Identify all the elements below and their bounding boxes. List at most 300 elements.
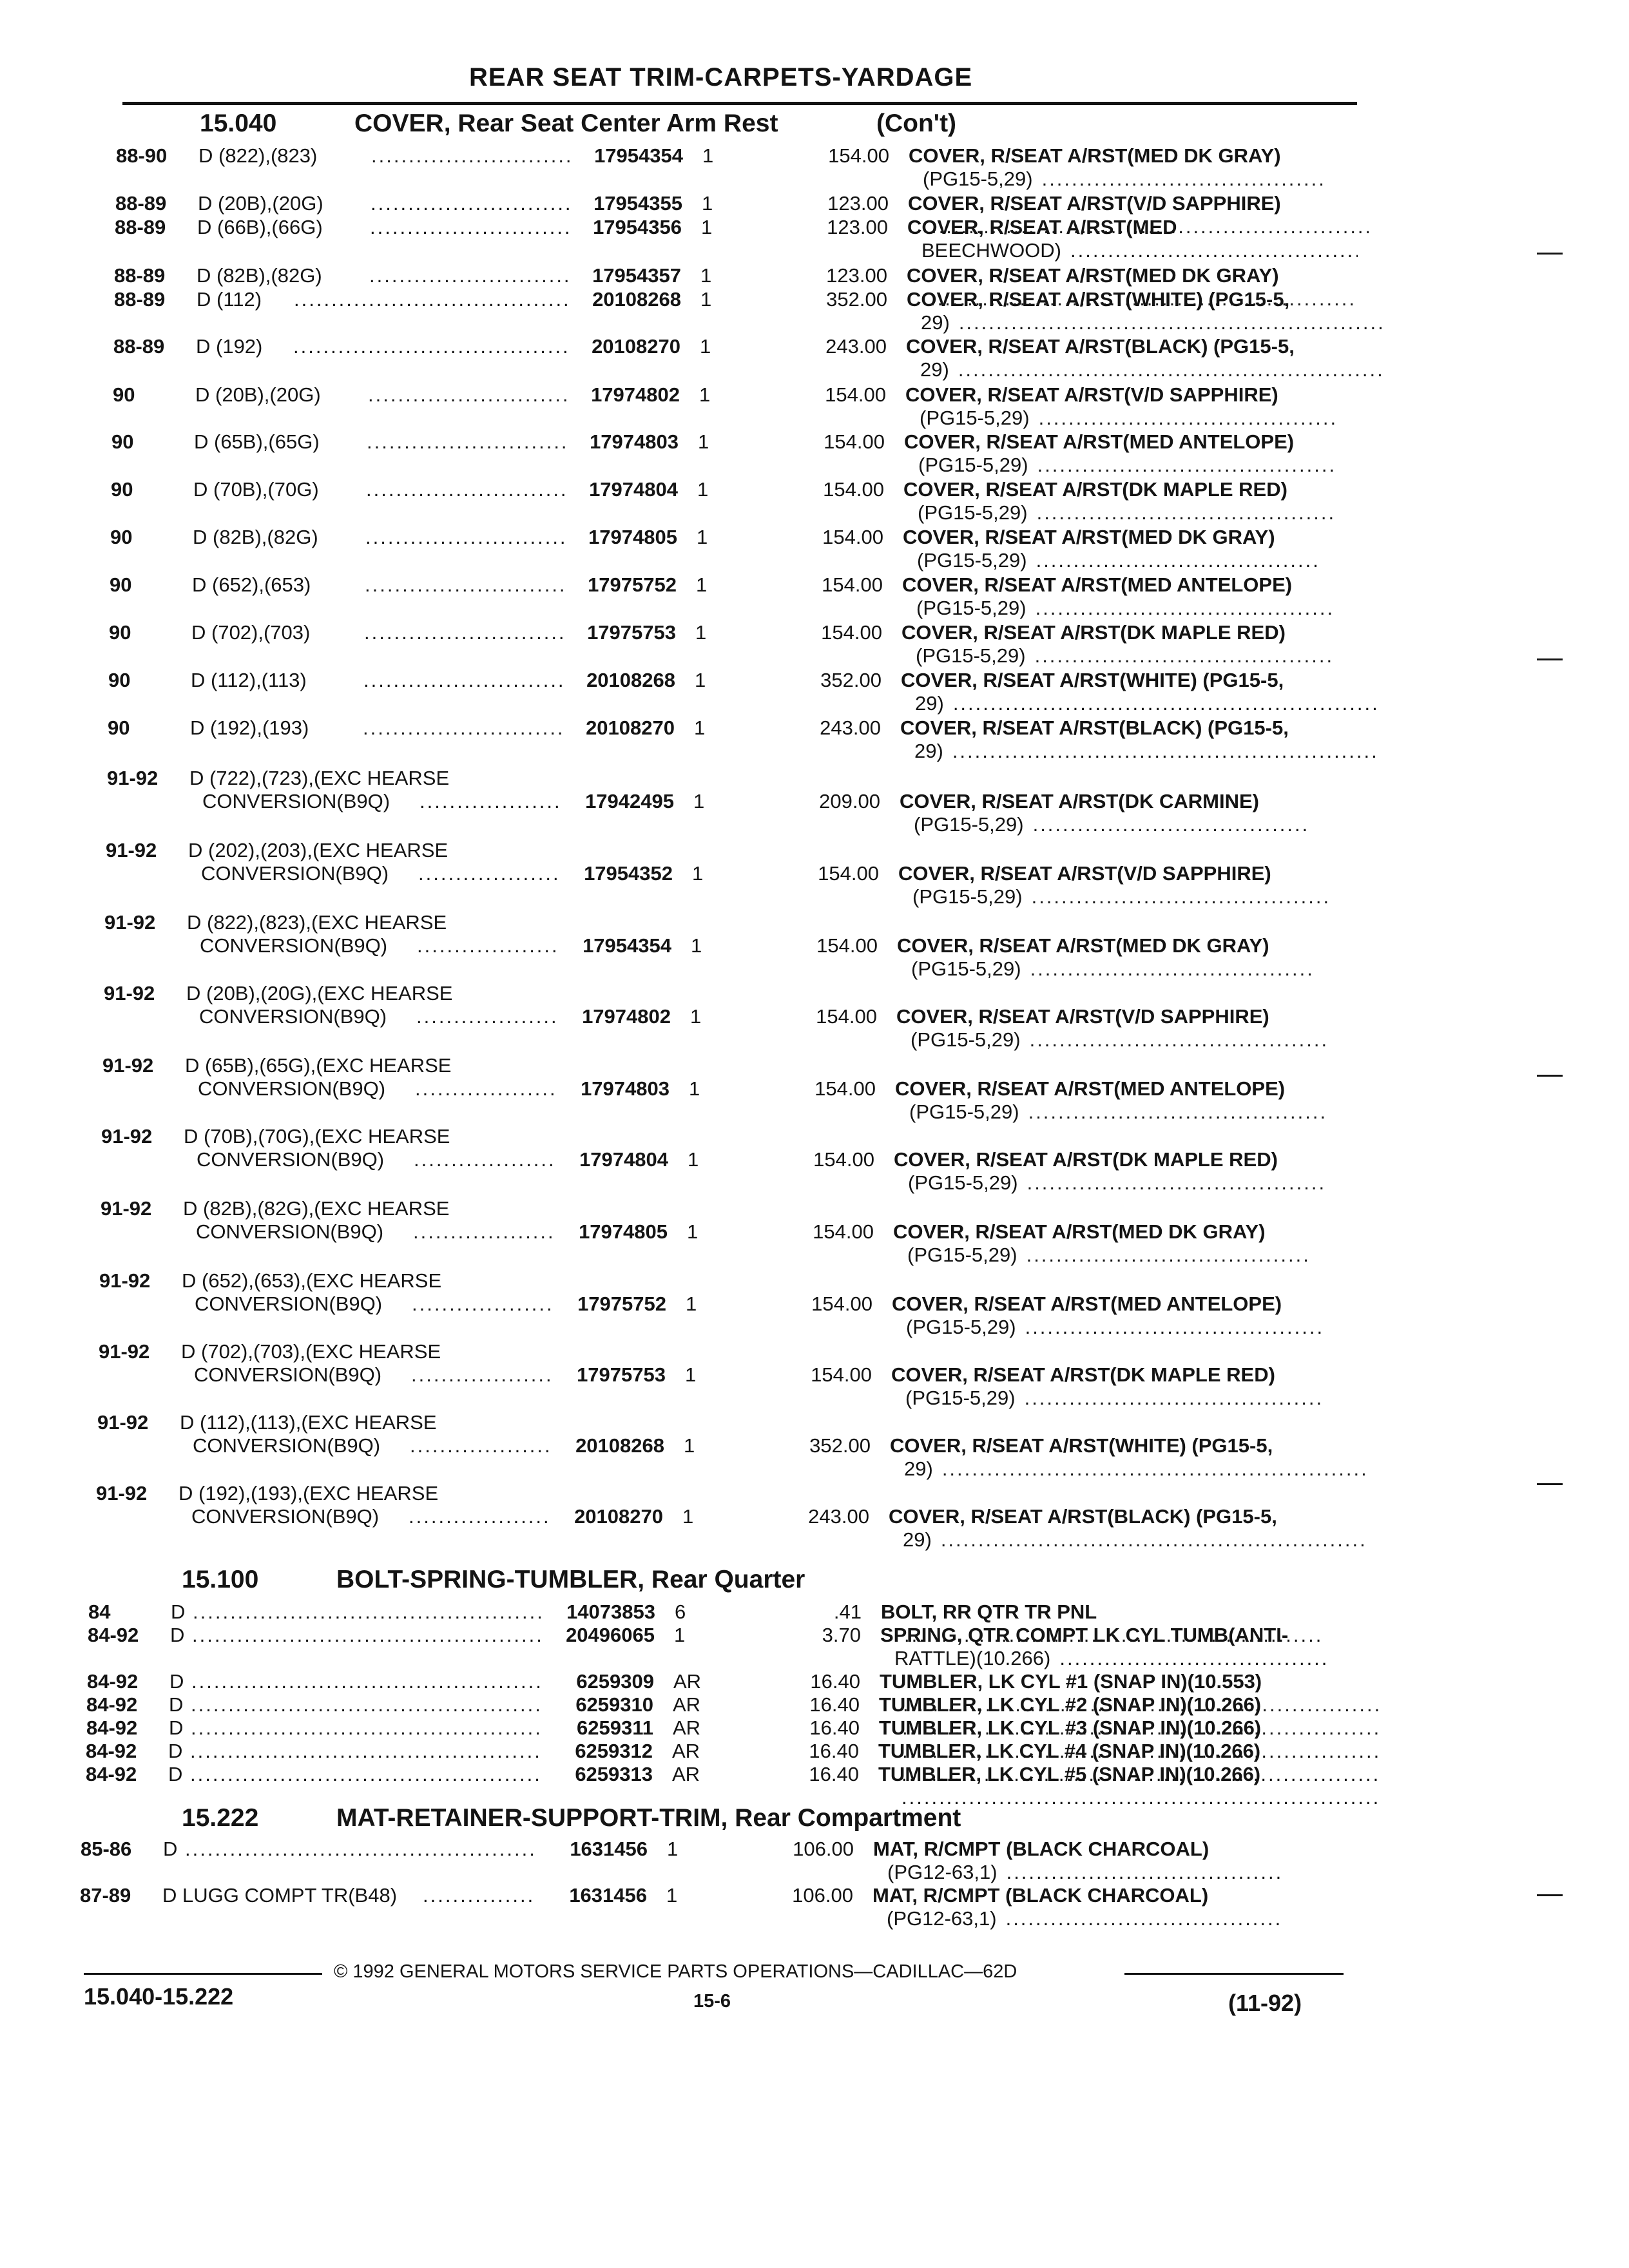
price: 123.00 xyxy=(826,264,887,287)
part-name: COVER, R/SEAT A/RST(V/D SAPPHIRE) xyxy=(905,383,1278,406)
dot-leader xyxy=(419,790,562,813)
quantity: 1 xyxy=(690,1005,702,1028)
part-name: COVER, R/SEAT A/RST(DK CARMINE) xyxy=(900,790,1259,812)
usage-description: D (20B),(20G) xyxy=(195,383,321,406)
quantity: 1 xyxy=(686,1293,697,1315)
scan-edge-mark xyxy=(1537,1894,1563,1896)
table-row xyxy=(111,478,1335,530)
quantity: 1 xyxy=(682,1505,694,1528)
quantity: AR xyxy=(672,1763,700,1785)
part-name: SPRING, QTR COMPT LK CYL TUMB(ANTI- xyxy=(880,1624,1289,1646)
section-heading xyxy=(182,1804,1148,1832)
dot-leader xyxy=(293,335,568,358)
part-name-cont xyxy=(907,1244,1309,1267)
quantity: 1 xyxy=(696,573,708,596)
section-number: 15.100 xyxy=(182,1566,259,1593)
part-name-cont xyxy=(920,358,1384,381)
usage-description: D (822),(823) xyxy=(198,144,318,167)
part-number: 17954355 xyxy=(593,192,682,215)
dot-leader xyxy=(1027,1244,1309,1267)
usage-description: D (652),(653),(EXC HEARSE xyxy=(182,1269,442,1292)
model-year: 91-92 xyxy=(107,767,159,789)
dot-leader xyxy=(941,1528,1367,1552)
dot-leader xyxy=(364,621,564,644)
part-name: COVER, R/SEAT A/RST(MED DK GRAY) xyxy=(897,934,1269,957)
usage-description: D (112) xyxy=(197,288,262,311)
table-row xyxy=(101,1125,1325,1194)
model-year: 90 xyxy=(108,669,131,691)
section-number: 15.222 xyxy=(182,1804,259,1832)
model-year: 84 xyxy=(88,1600,111,1623)
dot-leader xyxy=(363,669,563,692)
part-name-ref: (PG15-5,29) xyxy=(906,1316,1016,1338)
usage-description-cont: CONVERSION(B9Q) xyxy=(195,1293,383,1315)
usage-description-cont: CONVERSION(B9Q) xyxy=(193,1434,381,1457)
table-row xyxy=(107,767,1331,836)
price: 352.00 xyxy=(820,669,882,691)
usage-description: D xyxy=(169,1670,184,1693)
part-number: 20108268 xyxy=(575,1434,664,1457)
quantity: 1 xyxy=(685,1363,697,1386)
footer-rule-left xyxy=(84,1973,322,1975)
dot-leader xyxy=(411,1363,554,1387)
part-name-cont xyxy=(918,454,1333,477)
model-year: 84-92 xyxy=(86,1716,138,1739)
part-name: BOLT, RR QTR TR PNL xyxy=(881,1600,1097,1623)
model-year: 90 xyxy=(109,621,131,644)
dot-leader xyxy=(1036,549,1318,572)
part-name: COVER, R/SEAT A/RST(V/D SAPPHIRE) xyxy=(896,1005,1269,1028)
price: .41 xyxy=(833,1600,862,1623)
part-name: COVER, R/SEAT A/RST(WHITE) (PG15-5, xyxy=(907,288,1290,311)
usage-description: D (702),(703) xyxy=(191,621,311,644)
part-name-cont xyxy=(887,1907,1280,1930)
table-row xyxy=(88,1624,1312,1675)
model-year: 90 xyxy=(113,383,135,406)
usage-description-cont: CONVERSION(B9Q) xyxy=(197,1148,385,1171)
part-name-ref: (PG15-5,29) xyxy=(912,885,1023,908)
dot-leader xyxy=(191,1693,541,1716)
usage-description-cont: CONVERSION(B9Q) xyxy=(194,1363,382,1386)
quantity: 1 xyxy=(702,144,714,167)
price: 352.00 xyxy=(809,1434,871,1457)
usage-description: D (20B),(20G),(EXC HEARSE xyxy=(186,982,453,1004)
table-row xyxy=(114,288,1338,340)
usage-description-cont: CONVERSION(B9Q) xyxy=(200,934,388,957)
usage-description: D (20B),(20G) xyxy=(198,192,323,215)
table-row xyxy=(116,144,1340,196)
part-name-cont xyxy=(909,1100,1324,1124)
part-number: 17942495 xyxy=(585,790,674,812)
part-name-ref: (PG15-5,29) xyxy=(917,549,1027,572)
model-year: 87-89 xyxy=(80,1884,131,1907)
part-name: COVER, R/SEAT A/RST(V/D SAPPHIRE) xyxy=(898,862,1271,885)
model-year: 88-89 xyxy=(115,192,167,215)
quantity: 1 xyxy=(689,1077,700,1100)
part-name-cont xyxy=(911,1028,1325,1052)
price: 154.00 xyxy=(813,1220,874,1243)
table-row xyxy=(111,430,1336,482)
part-name-ref: (PG15-5,29) xyxy=(911,1028,1021,1051)
part-name-cont xyxy=(903,1528,1367,1552)
header-rule xyxy=(122,102,1357,105)
model-year: 84-92 xyxy=(87,1670,139,1693)
part-name-ref: 29) xyxy=(904,1457,933,1480)
model-year: 91-92 xyxy=(102,1054,154,1077)
part-number: 17975753 xyxy=(577,1363,666,1386)
part-name-cont xyxy=(917,549,1318,572)
quantity: 1 xyxy=(700,264,712,287)
table-row xyxy=(108,669,1333,720)
usage-description: D (70B),(70G) xyxy=(193,478,319,501)
part-number: 20108270 xyxy=(574,1505,663,1528)
dot-leader xyxy=(1070,239,1358,262)
quantity: 1 xyxy=(666,1884,678,1907)
part-name-ref: (PG15-5,29) xyxy=(914,813,1024,836)
part-name-ref: (PG15-5,29) xyxy=(907,1244,1017,1266)
dot-leader xyxy=(370,216,570,239)
part-name: COVER, R/SEAT A/RST(DK MAPLE RED) xyxy=(903,478,1287,501)
usage-description: D (192) xyxy=(196,335,263,358)
dot-leader xyxy=(367,430,566,454)
dot-leader xyxy=(185,1838,535,1861)
table-row xyxy=(80,1884,1304,1936)
dot-leader xyxy=(366,478,566,501)
dot-leader xyxy=(1035,644,1331,668)
price: 154.00 xyxy=(816,934,878,957)
usage-description: D (82B),(82G) xyxy=(197,264,322,287)
part-number: 6259309 xyxy=(576,1670,654,1693)
table-row xyxy=(99,1269,1324,1338)
part-name: COVER, R/SEAT A/RST(BLACK) (PG15-5, xyxy=(906,335,1295,358)
dot-leader xyxy=(365,526,565,549)
part-name: COVER, R/SEAT A/RST(MED ANTELOPE) xyxy=(904,430,1295,453)
section-heading xyxy=(200,110,1166,138)
dot-leader xyxy=(1027,1171,1323,1195)
part-name-cont xyxy=(914,813,1307,836)
part-name: COVER, R/SEAT A/RST(MED DK GRAY) xyxy=(903,526,1275,548)
model-year: 84-92 xyxy=(88,1624,139,1646)
dot-leader xyxy=(1059,1647,1331,1670)
table-row xyxy=(106,839,1330,908)
part-number: 20108268 xyxy=(592,288,681,311)
dot-leader xyxy=(190,1763,541,1786)
part-number: 6259312 xyxy=(575,1740,653,1762)
model-year: 90 xyxy=(110,573,132,596)
dot-leader xyxy=(959,311,1385,334)
part-name: TUMBLER, LK CYL #5 (SNAP IN)(10.266) xyxy=(878,1763,1261,1785)
dot-leader xyxy=(953,692,1379,715)
part-name-ref: (PG15-5,29) xyxy=(920,407,1030,429)
model-year: 88-89 xyxy=(114,288,166,311)
part-name-ref: (PG15-5,29) xyxy=(918,501,1028,524)
usage-description: D (65B),(65G),(EXC HEARSE xyxy=(185,1054,452,1077)
part-number: 20108270 xyxy=(586,716,675,739)
part-number: 20496065 xyxy=(566,1624,655,1646)
dot-leader xyxy=(190,1740,541,1763)
dot-leader xyxy=(1025,1316,1321,1339)
price: 106.00 xyxy=(793,1838,854,1860)
dot-leader xyxy=(294,288,569,311)
dot-leader xyxy=(942,1457,1368,1481)
quantity: 6 xyxy=(675,1600,686,1623)
dot-leader xyxy=(1036,597,1331,620)
part-name: COVER, R/SEAT A/RST(V/D SAPPHIRE) xyxy=(908,192,1281,215)
model-year: 91-92 xyxy=(97,1411,149,1434)
usage-description: D xyxy=(168,1763,183,1785)
part-name: COVER, R/SEAT A/RST(MED ANTELOPE) xyxy=(895,1077,1286,1100)
part-name: COVER, R/SEAT A/RST(DK MAPLE RED) xyxy=(894,1148,1278,1171)
dot-leader xyxy=(365,573,564,597)
table-row xyxy=(104,911,1329,980)
quantity: 1 xyxy=(691,934,702,957)
footer-date: (11-92) xyxy=(1228,1990,1302,2016)
model-year: 91-92 xyxy=(104,911,156,934)
dot-leader xyxy=(191,1716,541,1740)
part-number: 17974802 xyxy=(591,383,680,406)
quantity: 1 xyxy=(687,1220,699,1243)
table-row xyxy=(101,1197,1325,1266)
dot-leader xyxy=(191,1670,542,1693)
section-continued: (Con't) xyxy=(876,110,957,137)
price: 154.00 xyxy=(828,144,889,167)
part-name-ref: 29) xyxy=(920,358,949,381)
price: 209.00 xyxy=(819,790,880,812)
part-name: TUMBLER, LK CYL #2 (SNAP IN)(10.266) xyxy=(879,1693,1262,1716)
usage-description: D (652),(653) xyxy=(192,573,311,596)
part-name: TUMBLER, LK CYL #3 (SNAP IN)(10.266) xyxy=(879,1716,1262,1739)
part-number: 17974804 xyxy=(579,1148,668,1171)
dot-leader xyxy=(192,1624,543,1647)
usage-description: D xyxy=(169,1716,184,1739)
price: 154.00 xyxy=(825,383,886,406)
price: 154.00 xyxy=(821,621,882,644)
model-year: 91-92 xyxy=(99,1269,151,1292)
price: 154.00 xyxy=(816,1005,877,1028)
model-year: 91-92 xyxy=(106,839,157,861)
dot-leader xyxy=(1025,1387,1320,1410)
model-year: 84-92 xyxy=(86,1763,137,1785)
dot-leader xyxy=(410,1434,552,1457)
footer-copyright: © 1992 GENERAL MOTORS SERVICE PARTS OPERATIONS—CADILLAC—62D xyxy=(334,1961,1017,1982)
part-name-cont xyxy=(908,1171,1323,1195)
usage-description: D xyxy=(169,1693,184,1716)
model-year: 88-90 xyxy=(116,144,168,167)
dot-leader xyxy=(413,1220,555,1244)
part-name-cont xyxy=(894,1647,1331,1670)
part-name-ref: (PG15-5,29) xyxy=(918,454,1028,476)
part-name: COVER, R/SEAT A/RST(MED DK GRAY) xyxy=(909,144,1281,167)
scan-edge-mark xyxy=(1537,253,1563,255)
part-name-cont xyxy=(916,644,1331,668)
model-year: 85-86 xyxy=(81,1838,132,1860)
price: 16.40 xyxy=(809,1763,859,1785)
price: 154.00 xyxy=(822,573,883,596)
quantity: 1 xyxy=(698,430,709,453)
part-name-cont xyxy=(904,1457,1368,1481)
dot-leader xyxy=(958,358,1384,381)
usage-description: D (202),(203),(EXC HEARSE xyxy=(188,839,448,861)
part-name-cont xyxy=(921,311,1385,334)
scan-edge-mark xyxy=(1537,658,1563,660)
part-name-cont xyxy=(918,501,1333,524)
price: 154.00 xyxy=(811,1363,872,1386)
usage-description-cont: CONVERSION(B9Q) xyxy=(199,1005,387,1028)
part-name-cont xyxy=(923,168,1324,191)
dot-leader xyxy=(416,1005,559,1028)
part-name-ref: (PG15-5,29) xyxy=(911,957,1021,980)
dot-leader xyxy=(417,934,559,957)
part-name: COVER, R/SEAT A/RST(MED ANTELOPE) xyxy=(902,573,1293,596)
footer-section-range: 15.040-15.222 xyxy=(84,1983,234,2010)
part-name: COVER, R/SEAT A/RST(MED xyxy=(907,216,1177,238)
model-year: 91-92 xyxy=(104,982,155,1004)
model-year: 84-92 xyxy=(86,1740,137,1762)
quantity: 1 xyxy=(702,192,713,215)
dot-leader xyxy=(412,1293,554,1316)
dot-leader xyxy=(1006,1907,1280,1930)
part-name: MAT, R/CMPT (BLACK CHARCOAL) xyxy=(873,1838,1210,1860)
usage-description: D (70B),(70G),(EXC HEARSE xyxy=(184,1125,450,1148)
usage-description: D (82B),(82G) xyxy=(193,526,318,548)
footer-rule-right xyxy=(1124,1973,1344,1975)
footer-page-number: 15-6 xyxy=(693,1991,731,2012)
dot-leader xyxy=(952,740,1378,763)
quantity: AR xyxy=(673,1670,702,1693)
part-name: COVER, R/SEAT A/RST(DK MAPLE RED) xyxy=(891,1363,1275,1386)
part-name-cont xyxy=(906,1316,1321,1339)
table-row xyxy=(97,1411,1322,1480)
part-number: 17975752 xyxy=(577,1293,666,1315)
model-year: 90 xyxy=(108,716,130,739)
price: 243.00 xyxy=(825,335,887,358)
usage-description: D LUGG COMPT TR(B48) xyxy=(162,1884,398,1907)
part-name: COVER, R/SEAT A/RST(MED ANTELOPE) xyxy=(892,1293,1282,1315)
price: 154.00 xyxy=(823,478,884,501)
quantity: AR xyxy=(673,1693,701,1716)
dot-leader xyxy=(418,862,561,885)
model-year: 91-92 xyxy=(96,1482,148,1504)
model-year: 91-92 xyxy=(99,1340,150,1363)
table-row xyxy=(110,526,1335,577)
part-name-ref: (PG12-63,1) xyxy=(887,1861,998,1883)
usage-description: D (702),(703),(EXC HEARSE xyxy=(181,1340,441,1363)
price: 16.40 xyxy=(810,1670,860,1693)
quantity: 1 xyxy=(700,288,712,311)
part-number: 1631456 xyxy=(570,1838,648,1860)
part-number: 1631456 xyxy=(569,1884,647,1907)
price: 154.00 xyxy=(822,526,883,548)
model-year: 90 xyxy=(111,430,134,453)
part-name-cont xyxy=(911,957,1313,981)
part-name-ref: (PG15-5,29) xyxy=(916,597,1027,619)
scan-edge-mark xyxy=(1537,1075,1563,1077)
quantity: 1 xyxy=(694,716,706,739)
model-year: 90 xyxy=(111,478,133,501)
part-name: COVER, R/SEAT A/RST(BLACK) (PG15-5, xyxy=(900,716,1289,739)
quantity: 1 xyxy=(695,621,707,644)
price: 243.00 xyxy=(820,716,881,739)
usage-description: D (192),(193) xyxy=(190,716,309,739)
dot-leader xyxy=(371,144,571,168)
price: 352.00 xyxy=(826,288,887,311)
usage-description-cont: CONVERSION(B9Q) xyxy=(196,1220,384,1243)
table-row xyxy=(104,982,1328,1051)
price: 16.40 xyxy=(809,1693,860,1716)
dot-leader xyxy=(193,1600,543,1624)
usage-description: D xyxy=(171,1600,186,1623)
table-row xyxy=(96,1482,1320,1551)
price: 154.00 xyxy=(811,1293,872,1315)
model-year: 84-92 xyxy=(86,1693,138,1716)
part-name-ref: RATTLE)(10.266) xyxy=(894,1647,1051,1669)
scan-edge-mark xyxy=(1537,1483,1563,1485)
dot-leader xyxy=(1033,813,1307,836)
part-name: COVER, R/SEAT A/RST(MED DK GRAY) xyxy=(893,1220,1266,1243)
table-row xyxy=(102,1054,1327,1123)
quantity: 1 xyxy=(701,216,713,238)
part-name-ref: 29) xyxy=(914,740,943,762)
part-name: TUMBLER, LK CYL #1 (SNAP IN)(10.553) xyxy=(880,1670,1262,1693)
quantity: AR xyxy=(673,1716,701,1739)
table-row xyxy=(108,716,1332,768)
part-name-cont xyxy=(921,239,1358,262)
part-name-cont xyxy=(912,885,1327,908)
part-number: 17974805 xyxy=(588,526,677,548)
model-year: 90 xyxy=(110,526,133,548)
part-name-cont xyxy=(905,1387,1320,1410)
part-name-ref: 29) xyxy=(915,692,944,715)
part-number: 17974802 xyxy=(582,1005,671,1028)
quantity: 1 xyxy=(697,478,709,501)
usage-description: D (112),(113) xyxy=(191,669,307,691)
part-name-cont xyxy=(914,740,1378,763)
usage-description: D (112),(113),(EXC HEARSE xyxy=(180,1411,437,1434)
part-number: 17954354 xyxy=(594,144,683,167)
model-year: 88-89 xyxy=(113,335,165,358)
usage-description: D (82B),(82G),(EXC HEARSE xyxy=(183,1197,450,1220)
dot-leader xyxy=(1039,407,1335,430)
quantity: 1 xyxy=(700,335,711,358)
price: 16.40 xyxy=(809,1740,859,1762)
table-row xyxy=(109,621,1333,673)
model-year: 91-92 xyxy=(101,1197,152,1220)
quantity: 1 xyxy=(684,1434,695,1457)
quantity: AR xyxy=(672,1740,700,1762)
table-row xyxy=(113,383,1337,435)
part-name: COVER, R/SEAT A/RST(BLACK) (PG15-5, xyxy=(889,1505,1277,1528)
part-number: 17954354 xyxy=(583,934,671,957)
section-title: BOLT-SPRING-TUMBLER, Rear Quarter xyxy=(336,1566,805,1593)
usage-description: D xyxy=(170,1624,185,1646)
usage-description-cont: CONVERSION(B9Q) xyxy=(198,1077,386,1100)
usage-description: D (66B),(66G) xyxy=(197,216,323,238)
price: 154.00 xyxy=(824,430,885,453)
part-name-ref: 29) xyxy=(903,1528,932,1551)
price: 243.00 xyxy=(808,1505,869,1528)
part-name: COVER, R/SEAT A/RST(DK MAPLE RED) xyxy=(901,621,1286,644)
part-name-ref: 29) xyxy=(921,311,950,334)
part-name: COVER, R/SEAT A/RST(WHITE) (PG15-5, xyxy=(901,669,1284,691)
part-name-cont xyxy=(887,1861,1281,1884)
quantity: 1 xyxy=(667,1838,679,1860)
dot-leader xyxy=(363,716,563,740)
usage-description: D xyxy=(163,1838,178,1860)
part-number: 17974805 xyxy=(579,1220,668,1243)
section-heading xyxy=(182,1566,1148,1594)
table-row xyxy=(81,1838,1305,1889)
part-number: 14073853 xyxy=(566,1600,655,1623)
